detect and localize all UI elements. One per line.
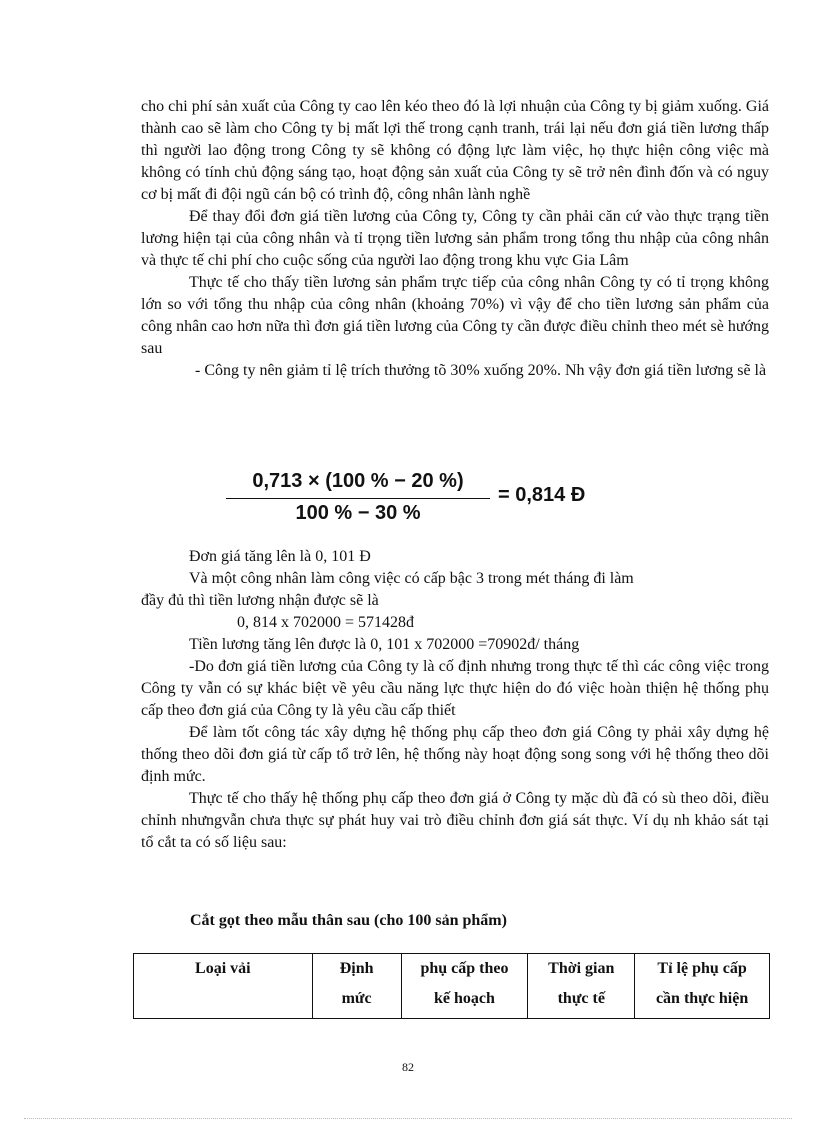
header-line: Tỉ lệ phụ cấp bbox=[657, 960, 747, 977]
header-line: phụ cấp theo bbox=[420, 960, 509, 977]
header-line: Thời gian bbox=[548, 960, 615, 977]
formula-denominator: 100 % − 30 % bbox=[295, 502, 421, 524]
line-salary-increase: Tiền lương tăng lên được là 0, 101 x 702000 =70902đ/ tháng bbox=[189, 636, 580, 653]
line-worker-grade: Và một công nhân làm công việc có cấp bậc 3 trong mét tháng đi làm bbox=[189, 570, 634, 587]
header-line: thực tế bbox=[557, 990, 605, 1007]
line-price-increase: Đơn giá tăng lên là 0, 101 Đ bbox=[189, 548, 371, 565]
calculation-lines bbox=[141, 546, 769, 656]
header-line: cần thực hiện bbox=[655, 990, 749, 1007]
header-norm bbox=[312, 954, 401, 1019]
header-planned-allowance bbox=[401, 954, 528, 1019]
paragraph-reality: Thực tế cho thấy tiền lương sản phẩm trực tiếp của công nhân Công ty có tỉ trọng không lớn so với tổng thu nhập của công nhân (khoảng 70%) vì vậy để cho tiền lương sản phẩm của công nhân cao hơn nữa thì đơn giá tiền lương của Công ty cần được điều chỉnh theo mét sè hướng sau bbox=[141, 274, 769, 357]
line-full-month: đầy đủ thì tiền lương nhận được sẽ là bbox=[141, 592, 379, 609]
paragraph-survey: Thực tế cho thấy hệ thống phụ cấp theo đơn giá ở Công ty mặc dù đã có sù theo dõi, điều chỉnh nhưngvẫn chưa thực sự phát huy vai trò điều chỉnh đơn giá sát thực. Ví dụ nh khảo sát tại tổ cắt ta có số liệu sau: bbox=[141, 790, 769, 851]
formula-numerator: 0,713 × (100 % − 20 %) bbox=[252, 470, 464, 492]
page-bottom-rule bbox=[24, 1118, 792, 1119]
paragraph-fixed-price: -Do đơn giá tiền lương của Công ty là cố định nhưng trong thực tế thì các công việc trong Công ty vẫn có sự khác biệt về yêu cầu năng lực thực hiện do đó việc hoàn thiện hệ thống phụ cấp theo đơn giá của Công ty là yêu cầu cấp thiết bbox=[141, 658, 769, 719]
top-paragraphs bbox=[141, 96, 769, 382]
header-actual-time bbox=[528, 954, 635, 1019]
bottom-paragraphs bbox=[141, 656, 769, 854]
fraction-bar bbox=[226, 498, 490, 499]
header-line: Loại vải bbox=[195, 960, 251, 977]
paragraph-allowance-system: Để làm tốt công tác xây dựng hệ thống phụ cấp theo đơn giá Công ty phải xây dựng hệ thống theo dõi đơn giá từ cấp tổ trở lên, hệ thống này hoạt động song song với hệ thống theo dõi định mức. bbox=[141, 724, 769, 785]
formula-result: = 0,814 Đ bbox=[498, 484, 586, 506]
table-title: Cắt gọt theo mẫu thân sau (cho 100 sản phẩm) bbox=[190, 912, 507, 929]
table-header-row bbox=[134, 954, 770, 1019]
paragraph-change-price: Để thay đổi đơn giá tiền lương của Công ty, Công ty cần phải căn cứ vào thực trạng tiền lương hiện tại của công nhân và tỉ trọng tiền lương sản phẩm trong tổng thu nhập của công nhân và thực tế chi phí cho cuộc sống của người lao động trong khu vực Gia Lâm bbox=[141, 208, 769, 269]
paragraph-reduce-bonus: - Công ty nên giảm tỉ lệ trích thưởng tõ 30% xuống 20%. Nh vậy đơn giá tiền lương sẽ là bbox=[195, 362, 767, 379]
header-line: mức bbox=[341, 990, 372, 1007]
header-line: Định bbox=[339, 960, 374, 977]
header-fabric-type bbox=[134, 954, 313, 1019]
paragraph-cost: cho chi phí sản xuất của Công ty cao lên kéo theo đó là lợi nhuận của Công ty bị giảm xuống. Giá thành cao sẽ làm cho Công ty bị mất lợi thế trong cạnh tranh, trái lại nếu đơn giá tiền lương thấp thì người lao động trong Công ty sẽ không có động lực làm việc, họ thực hiện công việc mà không có tính chủ động sáng tạo, hoạt động sản xuất của Công ty sẽ trở nên đình đốn và có nguy cơ bị mất đi đội ngũ cán bộ có trình độ, công nhân lành nghề bbox=[141, 98, 769, 203]
page-number: 82 bbox=[402, 1060, 414, 1074]
allowance-table bbox=[133, 953, 770, 1019]
header-allowance-rate bbox=[635, 954, 770, 1019]
header-line: kế hoạch bbox=[434, 990, 495, 1007]
price-formula bbox=[226, 468, 626, 530]
line-salary-calc: 0, 814 x 702000 = 571428đ bbox=[237, 614, 415, 631]
